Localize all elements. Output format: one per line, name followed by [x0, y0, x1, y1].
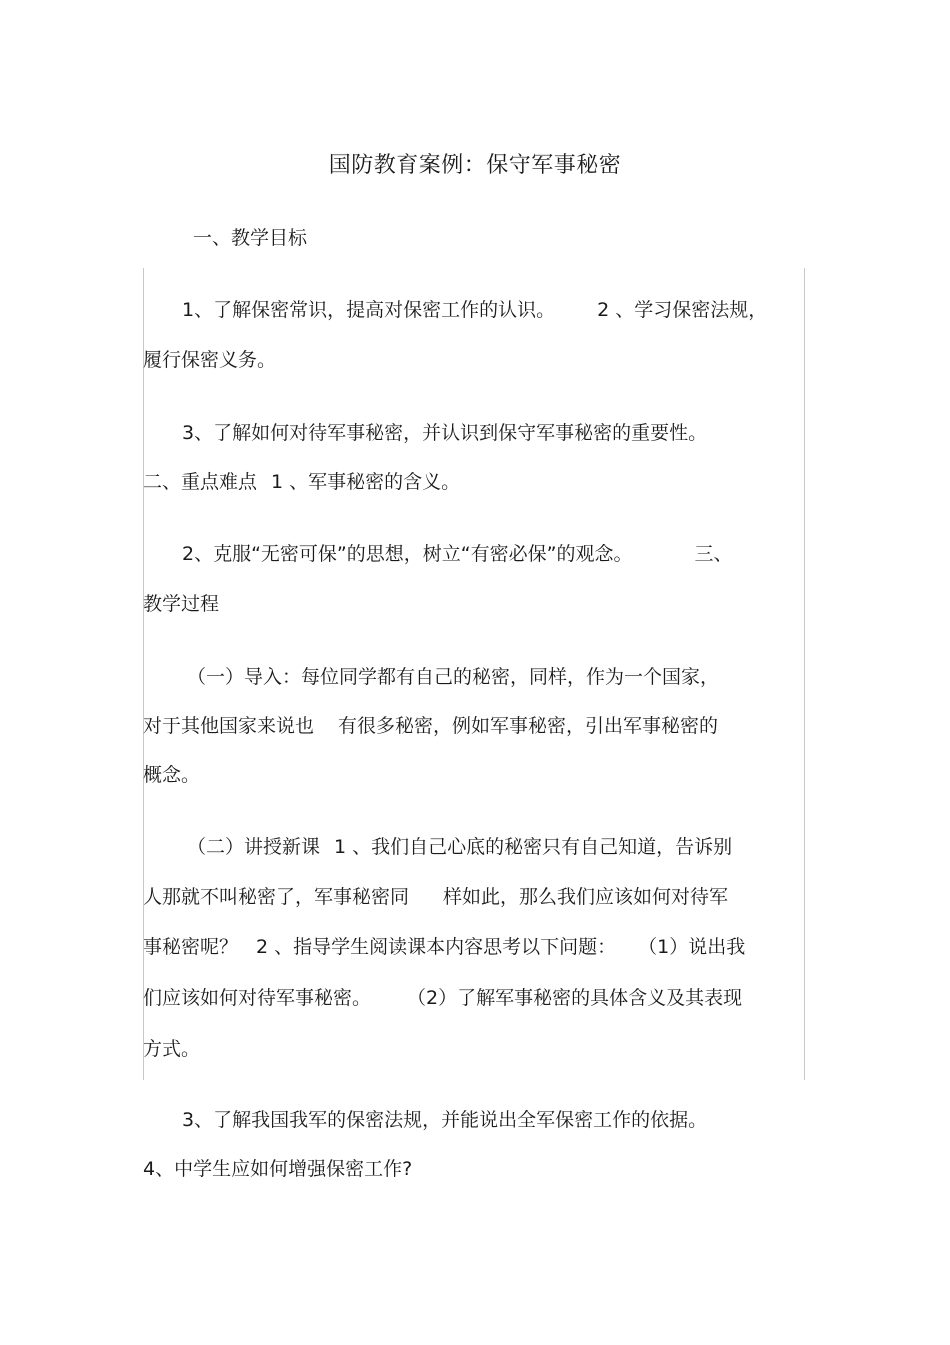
document-title: 国防教育案例：保守军事秘密: [328, 153, 622, 178]
text-segment: 1 、军事秘密的含义。: [271, 471, 461, 493]
paragraph-line: 3、了解我国我军的保密法规，并能说出全军保密工作的依据。: [182, 1109, 708, 1131]
paragraph-line: 方式。: [143, 1038, 201, 1060]
paragraph-line: 3、了解如何对待军事秘密，并认识到保守军事秘密的重要性。: [182, 422, 708, 444]
text-segment: 2、克服“无密可保”的思想，树立“有密必保”的观念。: [182, 543, 633, 565]
paragraph-line: （一）导入：每位同学都有自己的秘密，同样，作为一个国家，: [187, 666, 720, 688]
text-segment: 有很多秘密，例如军事秘密，引出军事秘密的: [338, 715, 719, 737]
text-segment: （二）讲授新课: [187, 836, 321, 858]
paragraph-line: [143, 713, 718, 739]
text-segment: 样如此，那么我们应该如何对待军: [443, 886, 729, 908]
paragraph-line: 履行保密义务。: [143, 349, 277, 371]
text-segment: （2）了解军事秘密的具体含义及其表现: [407, 987, 743, 1009]
paragraph-line: [143, 985, 742, 1011]
text-segment: 2 、指导学生阅读课本内容思考以下问题：: [256, 936, 617, 958]
text-segment: 1 、我们自己心底的秘密只有自己知道，告诉别: [334, 836, 733, 858]
right-border-line: [804, 268, 805, 1080]
text-segment: 们应该如何对待军事秘密。: [143, 987, 372, 1009]
paragraph-line: [182, 541, 732, 567]
paragraph-line: 概念。: [143, 764, 201, 786]
text-segment: 对于其他国家来说也: [143, 715, 315, 737]
paragraph-line: [143, 884, 728, 910]
section-heading-objectives: 一、教学目标: [193, 227, 308, 249]
text-segment: 三、: [694, 543, 733, 565]
paragraph-line: [143, 469, 460, 495]
paragraph-line: 4、中学生应如何增强保密工作?: [143, 1158, 413, 1180]
text-segment: 人那就不叫秘密了，军事秘密同: [143, 886, 410, 908]
paragraph-line: [187, 834, 732, 860]
text-segment: （1）说出我: [638, 936, 746, 958]
text-segment: 事秘密呢？: [143, 936, 239, 958]
paragraph-line: [182, 297, 767, 323]
paragraph-line: [143, 934, 745, 960]
text-segment: 1、了解保密常识，提高对保密工作的认识。: [182, 299, 556, 321]
text-segment: 2 、学习保密法规，: [597, 299, 768, 321]
paragraph-line: 教学过程: [143, 593, 220, 615]
text-segment: 二、重点难点: [143, 471, 258, 493]
